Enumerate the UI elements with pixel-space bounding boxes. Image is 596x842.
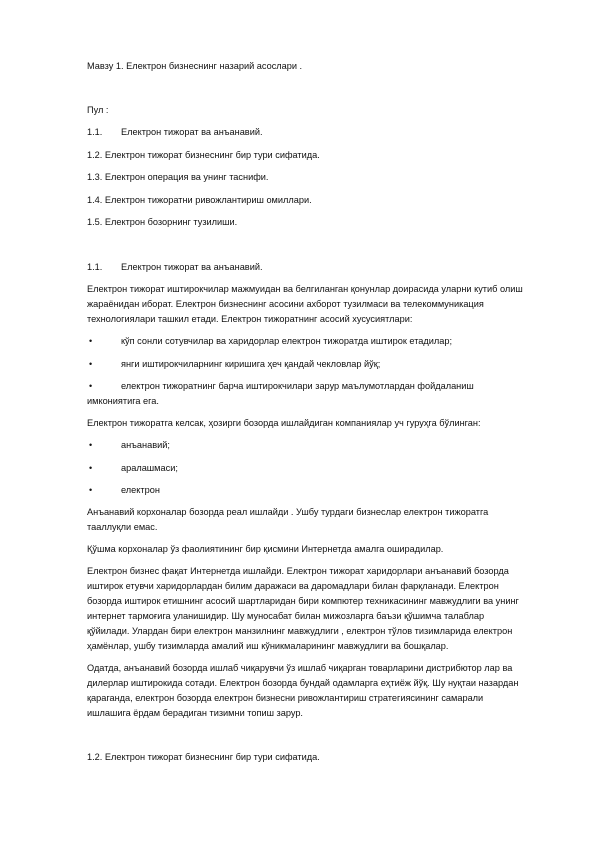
section-number: 1.1. xyxy=(87,262,103,272)
plan-item: 1.2. Електрон тижорат бизнеснинг бир тури сифатида. xyxy=(87,150,320,160)
paragraph-line: ишлашига ёрдам берадиган тизимни топиш зарур. xyxy=(87,708,303,718)
bullet-text: аралашмаси; xyxy=(121,463,178,473)
paragraph-line: қўйилади. Улардан бири електрон манзилнинг мавжудлиги , електрон тўлов тизимларида електрон xyxy=(87,626,513,636)
plan-item: 1.5. Електрон бозорнинг тузилиши. xyxy=(87,217,238,227)
bullet-icon: • xyxy=(89,440,93,450)
paragraph-line: Електрон бизнес фақат Интернетда ишлайди. Електрон тижорат харидорлари анъанавий бозорда xyxy=(87,566,509,576)
paragraph-line: Електрон тижоратга келсак, ҳозирги бозорда ишлайдиган компаниялар уч гуруҳга бўлинган: xyxy=(87,418,481,428)
paragraph-line: бозорда иштирок етишнинг асосий шартларидан бири компютер техникасининг мавжудлиги ва унинг xyxy=(87,596,519,606)
paragraph-line: иштирок етувчи харидорлардан билим даражаси ва даромадлари билан фарқланади. Електрон xyxy=(87,581,499,591)
bullet-icon: • xyxy=(89,381,93,391)
document-title: Мавзу 1. Електрон бизнеснинг назарий асослари . xyxy=(87,61,303,71)
bullet-text: електрон тижоратнинг барча иштирокчилари зарур маълумотлардан фойдаланиш xyxy=(121,381,474,391)
plan-item: 1.4. Електрон тижоратни ривожлантириш омиллари. xyxy=(87,195,312,205)
bullet-icon: • xyxy=(89,359,93,369)
paragraph-line: жараёнидан иборат. Електрон бизнеснинг асосини ахборот тузилмаси ва телекоммуникация xyxy=(87,299,484,309)
section-heading: Електрон тижорат ва анъанавий. xyxy=(121,262,263,272)
paragraph-line: технологиялари ташкил етади. Електрон тижоратнинг асосий хусусиятлари: xyxy=(87,314,413,324)
bullet-icon: • xyxy=(89,463,93,473)
paragraph-line: интернет тармоғига уланишидир. Шу муносабат билан мижозларга баъзи қўшимча талаблар xyxy=(87,611,485,621)
bullet-text: янги иштирокчиларнинг киришига ҳеч қандай чекловлар йўқ; xyxy=(121,359,381,369)
plan-item: 1.3. Електрон операция ва унинг таснифи. xyxy=(87,172,269,182)
paragraph-line: Қўшма корхоналар ўз фаолиятининг бир қисмини Интернетда амалга оширадилар. xyxy=(87,544,444,554)
paragraph-line: Електрон тижорат иштирокчилар мажмуидан ва белгиланган қонунлар доирасида уларни кутиб олиш xyxy=(87,284,523,294)
paragraph-line: ҳамёнлар, ушбу тизимларда амалий иш кўникмаларининг мавжудлиги ва бошқалар. xyxy=(87,641,449,651)
plan-label: Пул : xyxy=(87,105,109,115)
bullet-text: кўп сонли сотувчилар ва харидорлар електрон тижоратда иштирок етадилар; xyxy=(121,336,453,346)
section-heading: 1.2. Електрон тижорат бизнеснинг бир тури сифатида. xyxy=(87,752,320,762)
bullet-text: електрон xyxy=(121,485,160,495)
bullet-text: анъанавий; xyxy=(121,440,170,450)
paragraph-line: дилерлар иштирокида сотади. Електрон бозорда бундай одамларга еҳтиёж йўқ. Шу нуқтаи назардан xyxy=(87,678,519,688)
plan-item-number: 1.1. xyxy=(87,127,103,137)
bullet-icon: • xyxy=(89,336,93,346)
bullet-text-continuation: имкониятига ега. xyxy=(87,396,159,406)
plan-item-text: Електрон тижорат ва анъанавий. xyxy=(121,127,263,137)
paragraph-line: Одатда, анъанавий бозорда ишлаб чиқарувчи ўз ишлаб чиқарган товарларини дистрибютор лар ва xyxy=(87,663,513,673)
paragraph-line: Анъанавий корхоналар бозорда реал ишлайди . Ушбу турдаги бизнеслар електрон тижоратга xyxy=(87,507,489,517)
paragraph-line: қараганда, електрон бозорда електрон бизнесни ривожлантириш стратегиясининг самарали xyxy=(87,693,484,703)
paragraph-line: тааллуқли емас. xyxy=(87,522,158,532)
bullet-icon: • xyxy=(89,485,93,495)
